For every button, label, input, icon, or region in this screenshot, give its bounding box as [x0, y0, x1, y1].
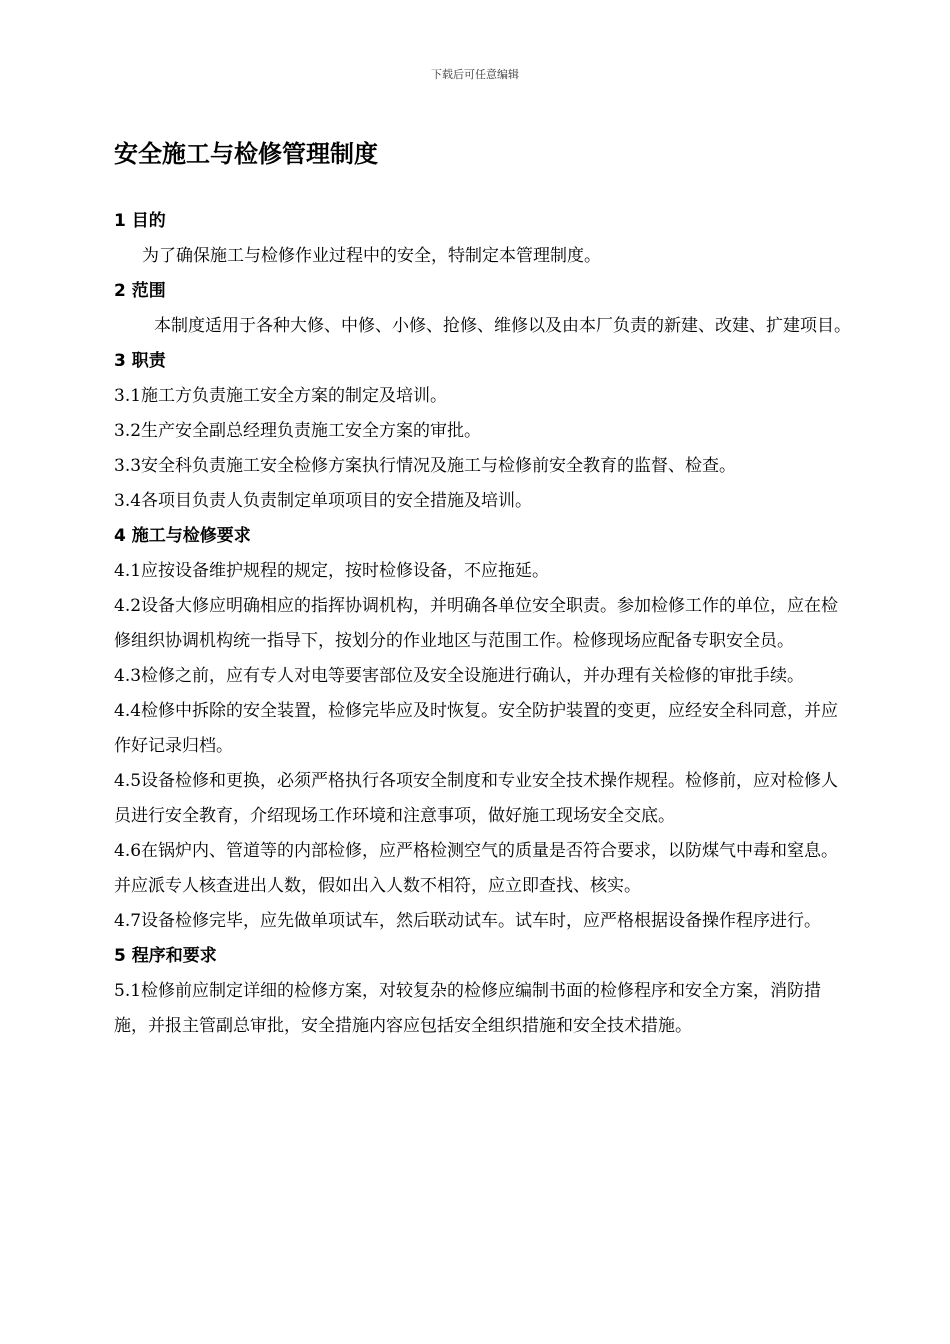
document-title: 安全施工与检修管理制度 — [114, 140, 378, 168]
paragraph: 3.1施工方负责施工安全方案的制定及培训。 — [114, 386, 448, 406]
paragraph: 4.6在锅炉内、管道等的内部检修，应严格检测空气的质量是否符合要求，以防煤气中毒和窒息。并应派专人核查进出人数，假如出入人数不相符，应立即查找、核实。 — [114, 841, 839, 896]
section-heading-responsibilities: 3 职责 — [114, 351, 166, 371]
paragraph: 3.3安全科负责施工安全检修方案执行情况及施工与检修前安全教育的监督、检查。 — [114, 456, 737, 476]
paragraph: 4.3检修之前，应有专人对电等要害部位及安全设施进行确认，并办理有关检修的审批手续。 — [114, 666, 805, 686]
paragraph: 4.5设备检修和更换，必须严格执行各项安全制度和专业安全技术操作规程。检修前，应对检修人员进行安全教育，介绍现场工作环境和注意事项，做好施工现场安全交底。 — [114, 771, 839, 826]
section-heading-requirements: 4 施工与检修要求 — [114, 526, 251, 546]
section-heading-scope: 2 范围 — [114, 281, 166, 301]
paragraph: 为了确保施工与检修作业过程中的安全，特制定本管理制度。 — [142, 246, 601, 266]
header-note: 下载后可任意编辑 — [431, 68, 519, 81]
paragraph: 本制度适用于各种大修、中修、小修、抢修、维修以及由本厂负责的新建、改建、扩建项目。 — [154, 316, 851, 336]
paragraph: 4.1应按设备维护规程的规定，按时检修设备，不应拖延。 — [114, 561, 550, 581]
paragraph: 5.1检修前应制定详细的检修方案，对较复杂的检修应编制书面的检修程序和安全方案，消防措施，并报主管副总审批，安全措施内容应包括安全组织措施和安全技术措施。 — [114, 981, 822, 1036]
paragraph: 4.2设备大修应明确相应的指挥协调机构，并明确各单位安全职责。参加检修工作的单位，应在检修组织协调机构统一指导下，按划分的作业地区与范围工作。检修现场应配备专职安全员。 — [114, 596, 839, 651]
paragraph: 3.4各项目负责人负责制定单项项目的安全措施及培训。 — [114, 491, 533, 511]
document-body — [114, 204, 854, 1044]
paragraph: 4.7设备检修完毕，应先做单项试车，然后联动试车。试车时，应严格根据设备操作程序进行。 — [114, 911, 822, 931]
paragraph: 4.4检修中拆除的安全装置，检修完毕应及时恢复。安全防护装置的变更，应经安全科同意，并应作好记录归档。 — [114, 701, 839, 756]
paragraph: 3.2生产安全副总经理负责施工安全方案的审批。 — [114, 421, 482, 441]
section-heading-purpose: 1 目的 — [114, 211, 166, 231]
section-heading-procedure: 5 程序和要求 — [114, 946, 217, 966]
